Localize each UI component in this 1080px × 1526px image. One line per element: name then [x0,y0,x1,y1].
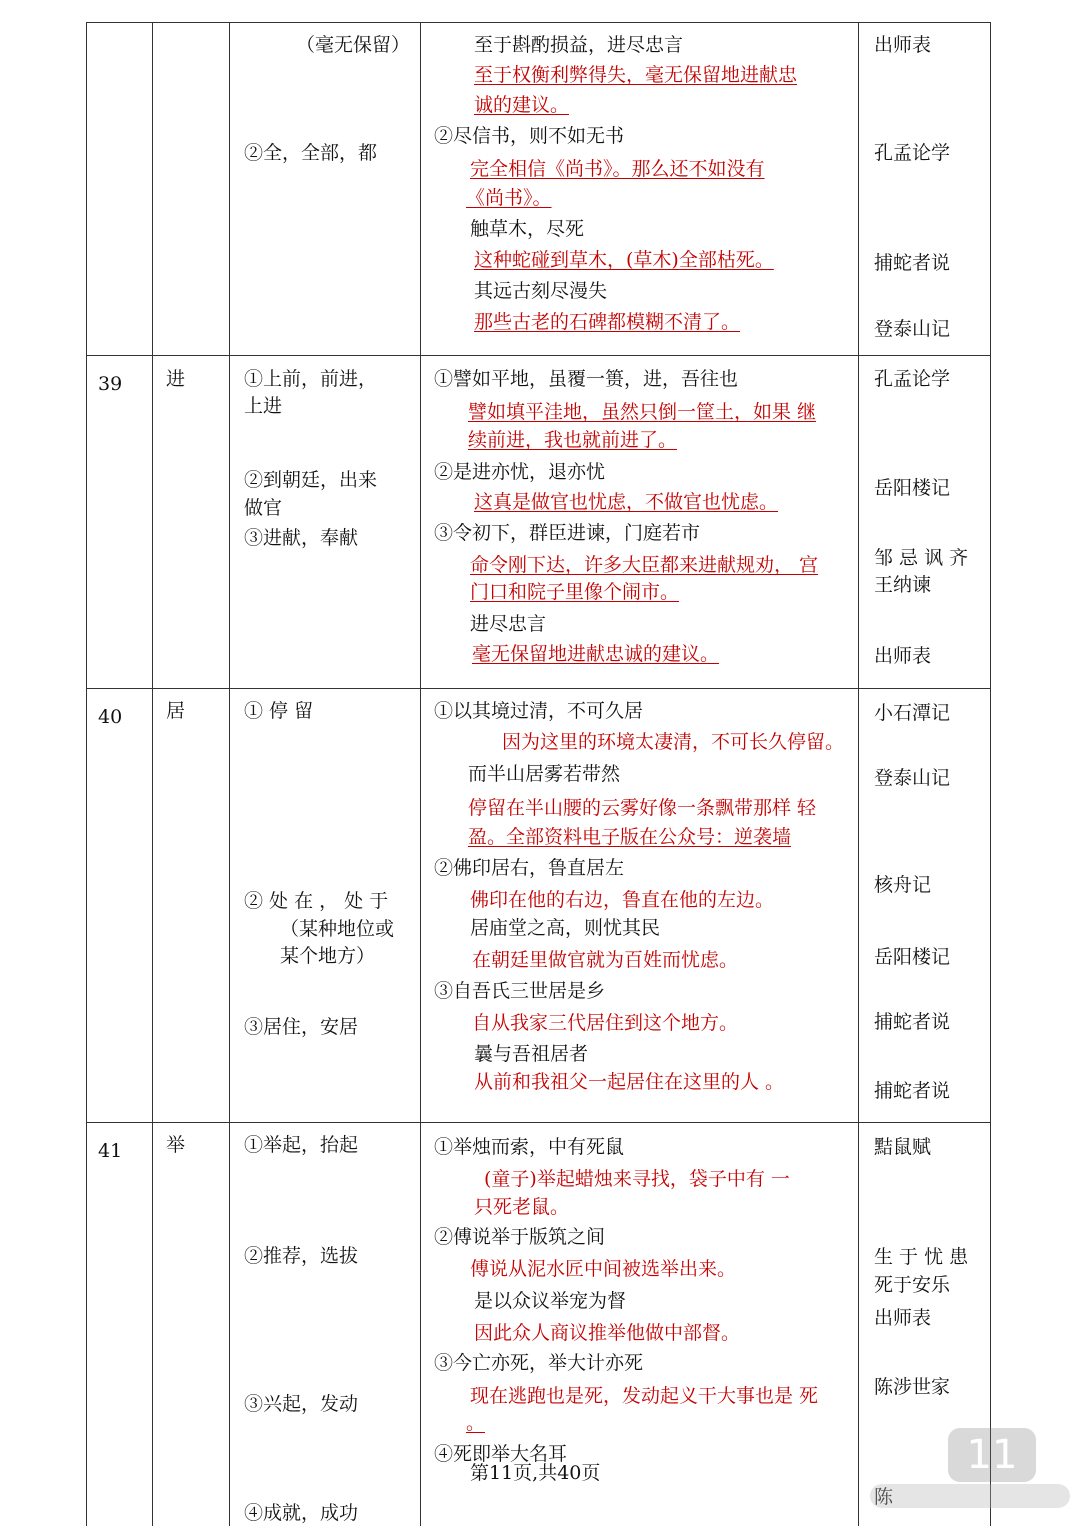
example-sentence: 曩与吾祖居者 [474,1043,589,1065]
translation: 诚的建议。 [474,94,570,116]
example-sentence: 触草木，尽死 [470,218,585,240]
meaning-3: ③进献，奉献 [244,527,359,549]
translation: 这种蛇碰到草木，(草木)全部枯死。 [474,249,774,271]
source-text: 出师表 [874,645,932,667]
translation: 《尚书》。 [466,187,552,209]
source-text: 陈 [874,1486,894,1508]
table-border-left [86,22,87,1526]
meaning-1: ① 停 留 [244,700,314,722]
source-text: 出师表 [874,34,932,56]
source-text: 邹 忌 讽 齐 [874,547,969,569]
watermark [870,1484,1070,1508]
source-text: 小石潭记 [874,702,951,724]
source-text: 核舟记 [874,874,932,896]
example-sentence: ②佛印居右，鲁直居左 [434,857,625,879]
meaning-1: ①举起，抬起 [244,1134,359,1156]
column-divider-4 [858,22,859,1526]
example-sentence: ②是进亦忧，退亦忧 [434,461,606,483]
example-sentence: ②傅说举于版筑之间 [434,1226,606,1248]
entry-number: 41 [98,1140,123,1162]
source-text: 黠鼠赋 [874,1136,932,1158]
entry-character: 进 [166,368,186,390]
example-sentence: 而半山居雾若带然 [468,763,621,785]
source-text: 死于安乐 [874,1274,951,1296]
example-sentence: 进尽忠言 [470,613,547,635]
column-divider-3 [420,22,421,1526]
entry-character: 居 [166,700,186,722]
source-text: 王纳谏 [874,574,932,596]
meaning-2: ②推荐，选拔 [244,1245,359,1267]
entry-character: 举 [166,1134,186,1156]
translation: (童子)举起蜡烛来寻找，袋子中有 一 [484,1168,790,1190]
translation: 停留在半山腰的云雾好像一条飘带那样 轻 [468,797,817,819]
example-sentence: ③今亡亦死，举大计亦死 [434,1352,644,1374]
source-text: 捕蛇者说 [874,1080,951,1102]
table-border-top [86,22,990,23]
translation: 盈。全部资料电子版在公众号：逆袭墙 [468,826,792,848]
meaning-2: ②到朝廷，出来 [244,469,378,491]
translation: 只死老鼠。 [474,1196,570,1218]
source-text: 捕蛇者说 [874,1011,951,1033]
row-divider-41 [86,1122,990,1123]
translation: 。 [466,1412,486,1434]
table-border-right [990,22,991,1526]
example-sentence: 是以众议举宠为督 [474,1290,627,1312]
source-text: 出师表 [874,1307,932,1329]
translation: 譬如填平洼地，虽然只倒一筐土，如果 继 [468,401,817,423]
source-text: 岳阳楼记 [874,946,951,968]
row-divider-39 [86,355,990,356]
source-text: 生 于 忧 患 [874,1246,969,1268]
translation: 毫无保留地进献忠诚的建议。 [472,643,720,665]
translation: 因为这里的环境太凄清，不可长久停留。 [502,731,845,753]
row-divider-40 [86,688,990,689]
translation: 这真是做官也忧虑，不做官也忧虑。 [474,491,779,513]
meaning-note: （毫无保留） [296,34,411,56]
example-sentence: ④死即举大名耳 [434,1443,568,1465]
example-sentence: ②尽信书，则不如无书 [434,125,625,147]
translation: 续前进，我也就前进了。 [468,429,678,451]
example-sentence: 至于斟酌损益，进尽忠言 [474,34,684,56]
example-sentence: 其远古刻尽漫失 [474,280,608,302]
example-sentence: ③令初下，群臣进谏，门庭若市 [434,522,701,544]
example-sentence: ①以其境过清，不可久居 [434,700,644,722]
meaning-2: ② 处 在 ， 处 于 [244,890,389,912]
source-text: 捕蛇者说 [874,252,951,274]
entry-number: 39 [98,373,123,395]
translation: 自从我家三代居住到这个地方。 [472,1012,739,1034]
source-text: 登泰山记 [874,767,951,789]
translation: 那些古老的石碑都模糊不清了。 [474,311,741,333]
meaning-2: （某种地位或 [280,918,395,940]
example-sentence: ①譬如平地，虽覆一篑，进，吾往也 [434,368,739,390]
source-text: 孔孟论学 [874,142,951,164]
translation: 从前和我祖父一起居住在这里的人 。 [474,1071,785,1093]
translation: 门口和院子里像个闹市。 [470,581,680,603]
example-sentence: ①举烛而索，中有死鼠 [434,1136,625,1158]
source-text: 岳阳楼记 [874,477,951,499]
column-divider-2 [229,22,230,1526]
meaning-4: ④成就，成功 [244,1502,359,1524]
translation: 完全相信《尚书》。那么还不如没有 [470,158,765,180]
meaning-2: ②全，全部，都 [244,142,378,164]
translation: 至于权衡利弊得失，毫无保留地进献忠 [474,64,798,86]
entry-number: 40 [98,706,123,728]
example-sentence: ③自吾氏三世居是乡 [434,980,606,1002]
translation: 在朝廷里做官就为百姓而忧虑。 [472,949,739,971]
source-text: 陈涉世家 [874,1376,951,1398]
meaning-1: ①上前，前进， [244,368,378,390]
column-divider-1 [152,22,153,1526]
translation: 因此众人商议推举他做中部督。 [474,1322,741,1344]
translation: 傅说从泥水匠中间被选举出来。 [470,1258,737,1280]
translation: 佛印在他的右边，鲁直在他的左边。 [470,889,775,911]
meaning-1: 上进 [244,395,283,417]
translation: 现在逃跑也是死，发动起义干大事也是 死 [470,1385,819,1407]
source-text: 登泰山记 [874,318,951,340]
meaning-2: 某个地方） [280,945,376,967]
page-number-badge: 11 [948,1428,1036,1482]
meaning-3: ③居住，安居 [244,1016,359,1038]
example-sentence: 居庙堂之高，则忧其民 [470,917,661,939]
translation: 命令刚下达，许多大臣都来进献规劝， 宫 [470,554,819,576]
meaning-3: ③兴起，发动 [244,1393,359,1415]
page-footer: 第11页,共40页 [470,1462,601,1484]
source-text: 孔孟论学 [874,368,951,390]
meaning-2: 做官 [244,497,283,519]
